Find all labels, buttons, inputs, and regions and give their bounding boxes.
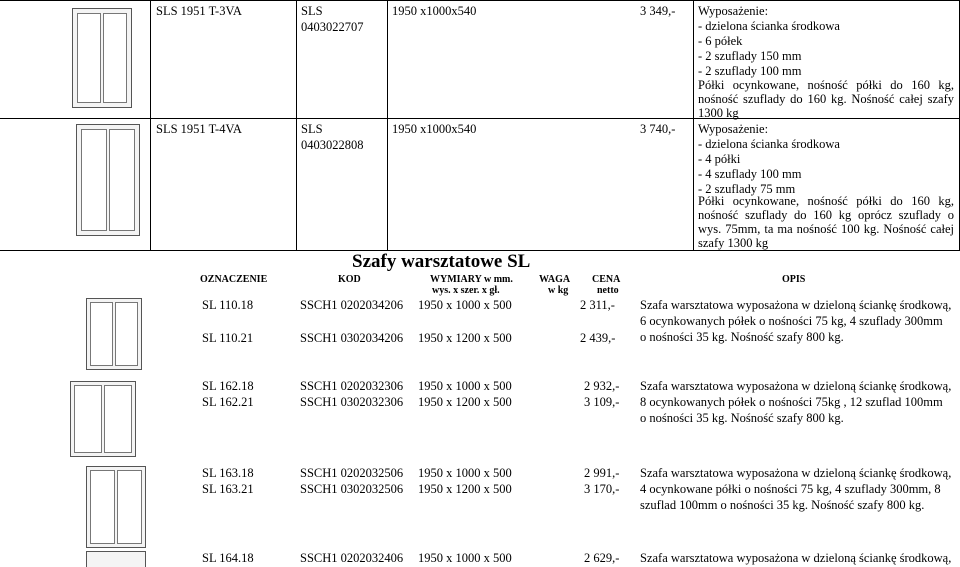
product-code-prefix: SLS	[301, 122, 323, 136]
product-price: 2 991,-	[584, 466, 620, 480]
equipment-line: - dzielona ścianka środkowa	[698, 19, 840, 33]
header-kod: KOD	[338, 274, 361, 285]
equipment-line: - 2 szuflady 100 mm	[698, 64, 802, 78]
product-code: SSCH1 0302032306	[300, 395, 404, 409]
cabinet-image	[72, 8, 132, 108]
product-code: 0403022707	[301, 20, 364, 34]
header-opis: OPIS	[782, 274, 806, 285]
product-name: SL 110.18	[202, 298, 254, 312]
product-code: SSCH1 0202032506	[300, 466, 404, 480]
equipment-line: - 2 szuflady 150 mm	[698, 49, 802, 63]
cabinet-image	[70, 381, 136, 457]
product-dimensions: 1950 x1000x540	[392, 122, 477, 136]
product-name: SL 162.18	[202, 379, 254, 393]
top-table-col-line	[150, 0, 151, 251]
product-code: 0403022808	[301, 138, 364, 152]
product-code: SSCH1 0202032306	[300, 379, 404, 393]
equipment-line: - 4 szuflady 100 mm	[698, 167, 802, 181]
product-description: Szafa warsztatowa wyposażona w dzieloną ściankę środkową,	[640, 298, 952, 312]
product-dimensions: 1950 x 1200 x 500	[418, 331, 512, 345]
header-cena-sub: netto	[597, 285, 619, 296]
product-price: 3 740,-	[640, 122, 676, 136]
product-code: SSCH1 0302034206	[300, 331, 404, 345]
product-code: SSCH1 0202034206	[300, 298, 404, 312]
equipment-note: Półki ocynkowane, nośność półki do 160 kg, nośność szuflady do 160 kg. Nośność całej szafy 1300 kg	[698, 78, 954, 120]
equipment-note: Półki ocynkowane, nośność półki do 160 kg, nośność szuflady do 160 kg oprócz szuflady o wys. 75mm, ta ma nośność 100 kg. Nośność całej szafy 1300 kg	[698, 194, 954, 250]
product-code: SSCH1 0202032406	[300, 551, 404, 565]
equipment-line: Wyposażenie:	[698, 4, 769, 18]
top-table-col-line	[693, 0, 694, 251]
product-description: Szafa warsztatowa wyposażona w dzieloną ściankę środkową,	[640, 551, 952, 565]
product-price: 3 170,-	[584, 482, 620, 496]
product-description: 4 ocynkowane półki o nośności 75 kg, 4 szuflady 300mm, 8	[640, 482, 941, 496]
product-name: SL 163.21	[202, 482, 254, 496]
product-price: 3 109,-	[584, 395, 620, 409]
product-dimensions: 1950 x 1000 x 500	[418, 379, 512, 393]
product-dimensions: 1950 x 1000 x 500	[418, 466, 512, 480]
product-name: SLS 1951 T-4VA	[156, 122, 242, 136]
product-name: SL 110.21	[202, 331, 254, 345]
product-description: Szafa warsztatowa wyposażona w dzieloną ściankę środkową,	[640, 466, 952, 480]
product-price: 2 439,-	[580, 331, 616, 345]
product-name: SL 162.21	[202, 395, 254, 409]
product-dimensions: 1950 x 1200 x 500	[418, 482, 512, 496]
equipment-line: - 6 półek	[698, 34, 743, 48]
product-dimensions: 1950 x 1000 x 500	[418, 551, 512, 565]
product-description: 8 ocynkowanych półek o nośności 75kg , 12 szuflad 100mm	[640, 395, 943, 409]
header-wymiary-sub: wys. x szer. x gł.	[432, 285, 500, 296]
equipment-line: - 2 szuflady 75 mm	[698, 182, 796, 196]
top-table-col-line	[296, 0, 297, 251]
cabinet-image	[86, 551, 146, 567]
cabinet-image	[86, 298, 142, 370]
product-name: SLS 1951 T-3VA	[156, 4, 242, 18]
product-price: 3 349,-	[640, 4, 676, 18]
header-cena: CENA	[592, 274, 621, 285]
product-description: szuflad 100mm o nośności 35 kg. Nośność szafy 800 kg.	[640, 498, 925, 512]
product-dimensions: 1950 x 1200 x 500	[418, 395, 512, 409]
product-price: 2 629,-	[584, 551, 620, 565]
product-price: 2 311,-	[580, 298, 615, 312]
product-name: SL 163.18	[202, 466, 254, 480]
product-dimensions: 1950 x 1000 x 500	[418, 298, 512, 312]
equipment-line: Wyposażenie:	[698, 122, 769, 136]
top-table-border-top	[0, 0, 960, 1]
header-waga: WAGA	[539, 274, 571, 285]
top-table-col-line	[387, 0, 388, 251]
cabinet-image	[86, 466, 146, 548]
product-price: 2 932,-	[584, 379, 620, 393]
product-description: o nośności 35 kg. Nośność szafy 800 kg.	[640, 411, 844, 425]
header-oznaczenie: OZNACZENIE	[200, 274, 268, 285]
header-waga-sub: w kg	[548, 285, 569, 296]
product-name: SL 164.18	[202, 551, 254, 565]
product-description: o nośności 35 kg. Nośność szafy 800 kg.	[640, 330, 844, 344]
product-description: Szafa warsztatowa wyposażona w dzieloną ściankę środkową,	[640, 379, 952, 393]
equipment-line: - 4 półki	[698, 152, 741, 166]
cabinet-image	[76, 124, 140, 236]
section-title: Szafy warsztatowe SL	[352, 251, 531, 272]
product-code-prefix: SLS	[301, 4, 323, 18]
equipment-line: - dzielona ścianka środkowa	[698, 137, 840, 151]
product-dimensions: 1950 x1000x540	[392, 4, 477, 18]
header-wymiary: WYMIARY w mm.	[430, 274, 513, 285]
product-code: SSCH1 0302032506	[300, 482, 404, 496]
product-description: 6 ocynkowanych półek o nośności 75 kg, 4 szuflady 300mm	[640, 314, 943, 328]
